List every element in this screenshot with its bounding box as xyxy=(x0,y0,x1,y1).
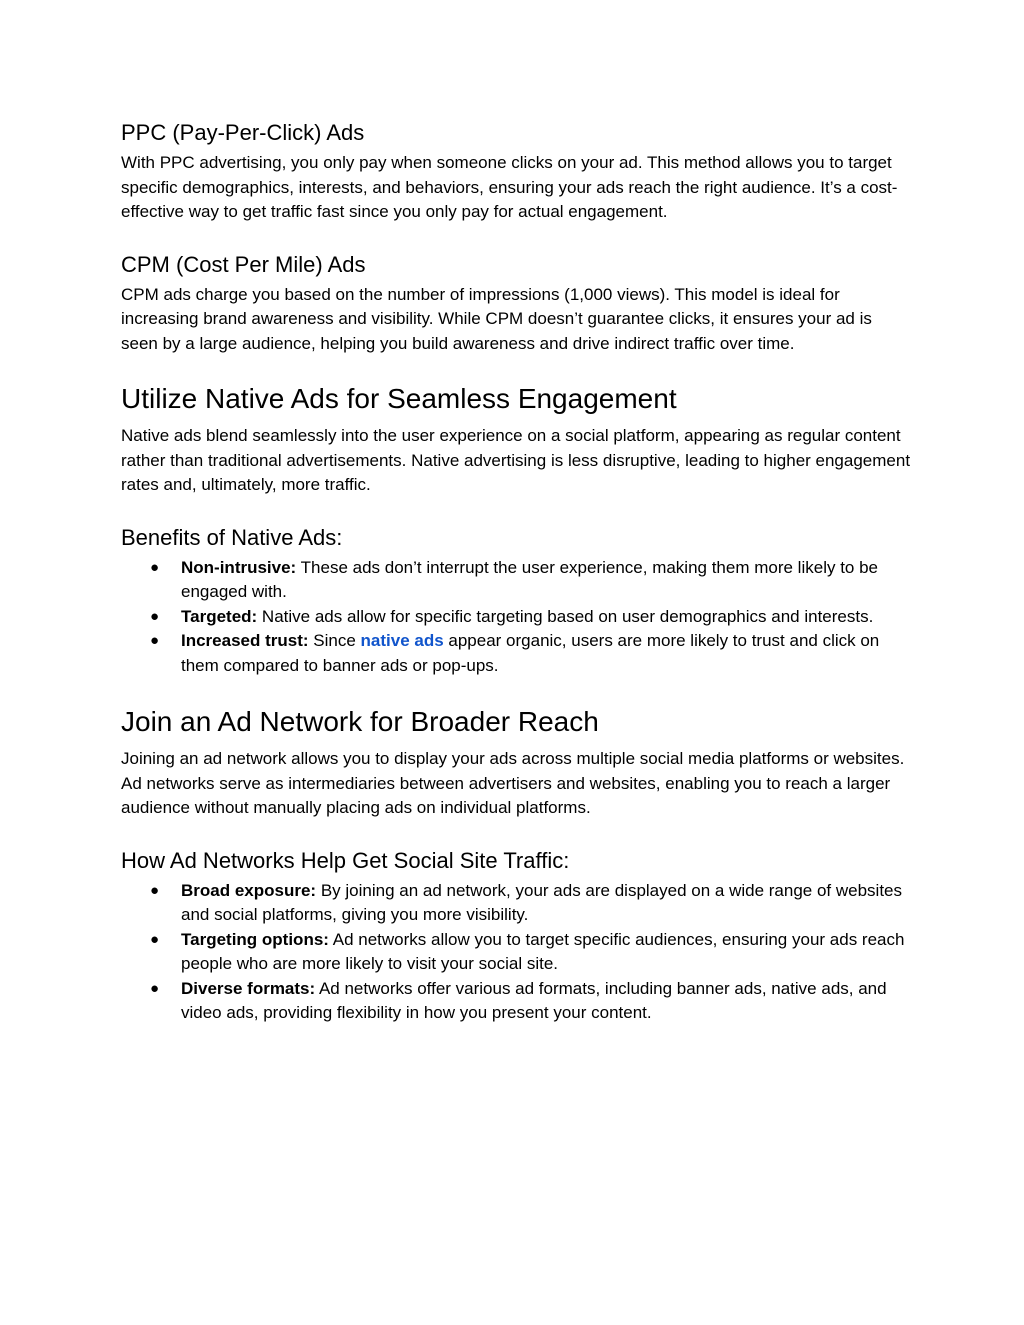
heading-benefits-native-ads: Benefits of Native Ads: xyxy=(121,524,343,550)
bullet-icon: ● xyxy=(150,930,160,948)
item-text: Ad networks offer various ad formats, including banner ads, native ads, and video ads, providing flexibility in how you present your content. xyxy=(181,978,887,1022)
paragraph-ad-network: Joining an ad network allows you to display your ads across multiple social media platforms or websites. Ad networks serve as intermediaries between advertisers and websites, enabling you to reach a larger audience without manually placing ads on individual platforms. xyxy=(121,749,905,817)
paragraph-native-ads: Native ads blend seamlessly into the user experience on a social platform, appearing as regular content rather than traditional advertisements. Native advertising is less disruptive, leading to higher engagement rates and, ultimately, more traffic. xyxy=(121,426,911,494)
item-text: Native ads allow for specific targeting based on user demographics and interests. xyxy=(257,606,874,626)
bullet-icon: ● xyxy=(150,607,160,625)
heading-ppc-ads: PPC (Pay-Per-Click) Ads xyxy=(121,120,365,145)
document-content xyxy=(121,118,911,1026)
item-label: Broad exposure: xyxy=(181,880,317,900)
list-item xyxy=(121,928,911,977)
bullet-icon: ● xyxy=(150,558,160,576)
bullet-icon: ● xyxy=(150,881,160,899)
item-text: Ad networks allow you to target specific audiences, ensuring your ads reach people who are more likely to visit your social site. xyxy=(181,929,905,973)
paragraph-ppc-ads: With PPC advertising, you only pay when someone clicks on your ad. This method allows you to target specific demographics, interests, and behaviors, ensuring your ads reach the right audience. It’s a cost-effective way to get traffic fast since you only pay for actual engagement. xyxy=(121,153,898,221)
heading-how-ad-networks-help: How Ad Networks Help Get Social Site Traffic: xyxy=(121,847,570,873)
item-text: By joining an ad network, your ads are displayed on a wide range of websites and social platforms, giving you more visibility. xyxy=(181,880,902,924)
item-text: appear organic, users are more likely to trust and click on them compared to banner ads or pop-ups. xyxy=(181,631,880,675)
item-label: Targeted: xyxy=(181,606,258,626)
list-item xyxy=(121,977,911,1026)
item-label: Targeting options: xyxy=(181,929,329,949)
list-item xyxy=(121,605,911,630)
item-text: These ads don’t interrupt the user experience, making them more likely to be engaged with. xyxy=(181,557,879,601)
heading-cpm-ads: CPM (Cost Per Mile) Ads xyxy=(121,251,366,277)
list-benefits-native-ads xyxy=(121,556,911,679)
heading-native-ads: Utilize Native Ads for Seamless Engagement xyxy=(121,383,677,414)
native-ads-link[interactable]: native ads xyxy=(355,631,444,650)
bullet-icon: ● xyxy=(150,979,160,997)
item-label: Increased trust: xyxy=(181,631,309,650)
item-text: Since xyxy=(308,631,356,650)
heading-ad-network: Join an Ad Network for Broader Reach xyxy=(121,706,599,737)
paragraph-cpm-ads: CPM ads charge you based on the number of impressions (1,000 views). This model is ideal for increasing brand awareness and visibility. While CPM doesn’t guarantee clicks, it ensures your ad is seen by a large audience, helping you build awareness and drive indirect traffic over time. xyxy=(121,284,872,353)
list-item xyxy=(121,629,911,678)
list-how-ad-networks-help xyxy=(121,879,911,1026)
bullet-icon: ● xyxy=(150,632,160,649)
item-label: Diverse formats: xyxy=(181,978,316,998)
list-item xyxy=(121,879,911,928)
item-label: Non-intrusive: xyxy=(181,557,297,577)
list-item xyxy=(121,556,911,605)
